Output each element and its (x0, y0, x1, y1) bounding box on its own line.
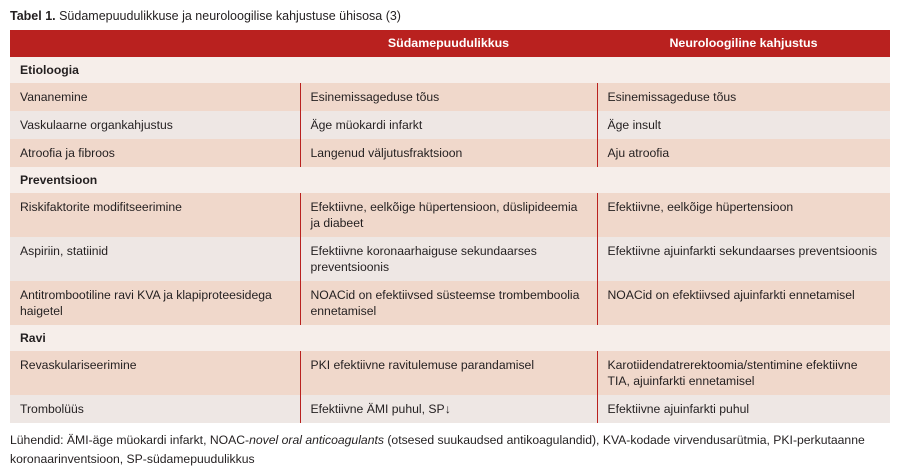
table-cell: Riskifaktorite modifitseerimine (10, 193, 300, 237)
table-cell (597, 167, 890, 193)
table-cell: Ravi (10, 325, 300, 351)
table-head (10, 30, 890, 57)
table-cell: Efektiivne, eelkõige hüpertensioon (597, 193, 890, 237)
table-cell (597, 325, 890, 351)
table-cell: Revaskulariseerimine (10, 351, 300, 395)
table-section-row (10, 57, 890, 83)
table-cell (300, 57, 597, 83)
table-cell: Äge müokardi infarkt (300, 111, 597, 139)
caption-label: Tabel 1. (10, 9, 56, 23)
table-cell: Etioloogia (10, 57, 300, 83)
column-header-neuro-damage: Neuroloogiline kahjustus (597, 30, 890, 57)
table-body (10, 57, 890, 423)
column-header-heart-failure: Südamepuudulikkus (300, 30, 597, 57)
table-cell: Efektiivne ajuinfarkti puhul (597, 395, 890, 423)
footnote-italic: novel oral anticoagulants (249, 433, 384, 447)
table-cell (597, 57, 890, 83)
footnote-part2: (otsesed suukaudsed antikoagulandid), KVA-kodade virvendusarütmia, PKI-perkutaanne koronaarinventsioon, SP-südamepuudulikkus (10, 433, 865, 466)
table-cell: Aspiriin, statiinid (10, 237, 300, 281)
table-cell: Antitrombootiline ravi KVA ja klapiproteesidega haigetel (10, 281, 300, 325)
table-footnote (10, 423, 890, 469)
header-row (10, 30, 890, 57)
table-cell: Trombolüüs (10, 395, 300, 423)
table-cell: NOACid on efektiivsed ajuinfarkti ennetamisel (597, 281, 890, 325)
table-cell: Atroofia ja fibroos (10, 139, 300, 167)
table-section-row (10, 167, 890, 193)
table-cell: Efektiivne koronaarhaiguse sekundaarses preventsioonis (300, 237, 597, 281)
table-cell: Langenud väljutusfraktsioon (300, 139, 597, 167)
table-row (10, 281, 890, 325)
table-section-row (10, 325, 890, 351)
table-cell: Preventsioon (10, 167, 300, 193)
table-row (10, 139, 890, 167)
table-cell: Esinemissageduse tõus (597, 83, 890, 111)
table-row (10, 351, 890, 395)
table-row (10, 83, 890, 111)
table-cell: Karotiidendatrerektoomia/stentimine efektiivne TIA, ajuinfarkti ennetamisel (597, 351, 890, 395)
table-cell: PKI efektiivne ravitulemuse parandamisel (300, 351, 597, 395)
table-row (10, 111, 890, 139)
column-header-blank (10, 30, 300, 57)
table-row (10, 395, 890, 423)
comparison-table (10, 30, 890, 423)
table-cell: Vananemine (10, 83, 300, 111)
table-cell: Äge insult (597, 111, 890, 139)
table-row (10, 237, 890, 281)
table-cell: Efektiivne, eelkõige hüpertensioon, düslipideemia ja diabeet (300, 193, 597, 237)
caption-text: Südamepuudulikkuse ja neuroloogilise kahjustuse ühisosa (3) (55, 9, 401, 23)
table-row (10, 193, 890, 237)
table-cell (300, 167, 597, 193)
table-cell: NOACid on efektiivsed süsteemse trombemboolia ennetamisel (300, 281, 597, 325)
table-cell: Aju atroofia (597, 139, 890, 167)
table-cell (300, 325, 597, 351)
table-caption (10, 0, 890, 30)
table-cell: Vaskulaarne organkahjustus (10, 111, 300, 139)
table-cell: Efektiivne ÄMI puhul, SP↓ (300, 395, 597, 423)
table-cell: Efektiivne ajuinfarkti sekundaarses preventsioonis (597, 237, 890, 281)
table-cell: Esinemissageduse tõus (300, 83, 597, 111)
footnote-part1: Lühendid: ÄMI-äge müokardi infarkt, NOAC- (10, 433, 250, 447)
